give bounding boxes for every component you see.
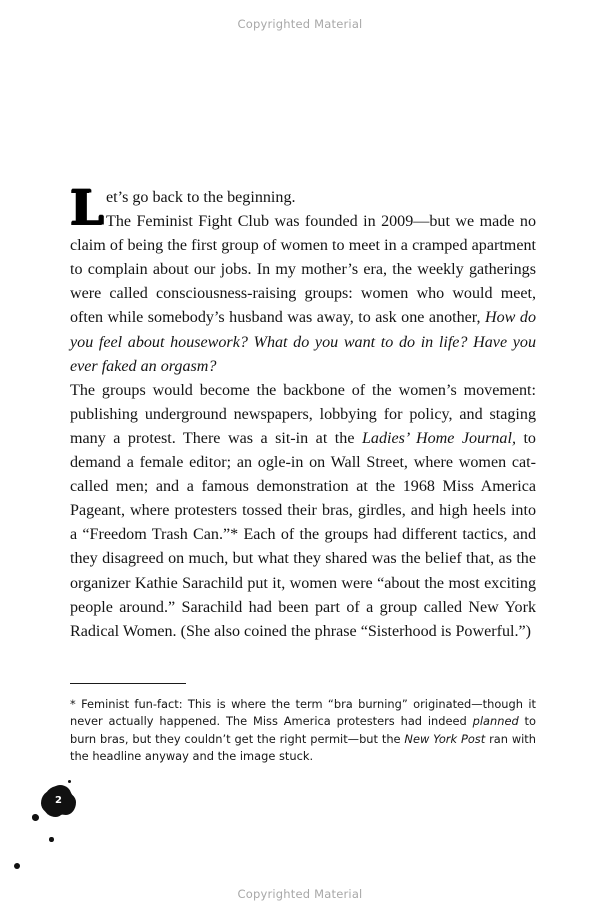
- opening-line-text: et’s go back to the beginning.: [106, 189, 296, 206]
- paragraph-two-segment-one: The groups would become the backbone of the women’s movement: publishing underground newspapers, lobbying for policy, and staging many a protest. There was a sit-in at the: [70, 381, 536, 447]
- footnote-text: [70, 696, 536, 765]
- first-paragraph-block: [70, 180, 536, 379]
- paragraph-one-body: The Feminist Fight Club was founded in 2009—but we made no claim of being the first group of women to meet in a cramped apartment to complain about our jobs. In my mother’s era, the weekly gatherings were called consciousness-raising groups: women who would meet, often while somebody’s husband was away, to ask one another,: [70, 213, 536, 327]
- paragraph-opening: [70, 180, 536, 379]
- page-number: 2: [55, 795, 62, 806]
- footnote-segment-two: to burn bras, but they couldn’t get the right permit—but the: [70, 714, 536, 746]
- drop-cap-letter: L: [70, 180, 102, 236]
- ink-splat-icon-b: [49, 837, 54, 842]
- footnote-segment-three: ran with the headline anyway and the image stuck.: [70, 731, 536, 763]
- ink-splat-icon-a: [32, 814, 39, 821]
- page-number-ink-blot-group: [0, 770, 130, 890]
- footnote-italic-new-york-post: New York Post: [404, 731, 486, 746]
- footnote-segment-one: * Feminist fun-fact: This is where the term “bra burning” originated—though it never actually happened. The Miss America protesters had indeed: [70, 697, 536, 729]
- paragraph-two-segment-two: to demand a female editor; an ogle-in on Wall Street, where women cat-called men; and a famous demonstration at the 1968 Miss America Pageant, where protesters tossed their bras, girdles, and high heels into a “Freedom Trash Can.”* Each of the groups had different tactics, and they disagreed on much, but what they shared was the belief that, as the organizer Kathie Sarachild put it, women were “about the most exciting people around.” Sarachild had been part of a group called New York Radical Women. (She also coined the phrase “Sisterhood is Powerful.”): [70, 429, 536, 640]
- footnote-italic-planned: planned: [472, 714, 519, 729]
- footnote-divider-rule: [70, 683, 186, 684]
- italic-questions: How do you feel about housework? What do you want to do in life? Have you ever faked an orgasm?: [70, 309, 536, 375]
- paragraph-two: [70, 379, 536, 644]
- ink-splat-icon-c: [14, 863, 20, 869]
- copyright-watermark-top: Copyrighted Material: [237, 17, 363, 31]
- ladies-home-journal-title: Ladies’ Home Journal,: [361, 429, 516, 447]
- copyright-watermark-bottom: Copyrighted Material: [237, 887, 363, 901]
- ink-splat-icon-d: [68, 780, 71, 783]
- page-text-column: [70, 180, 536, 644]
